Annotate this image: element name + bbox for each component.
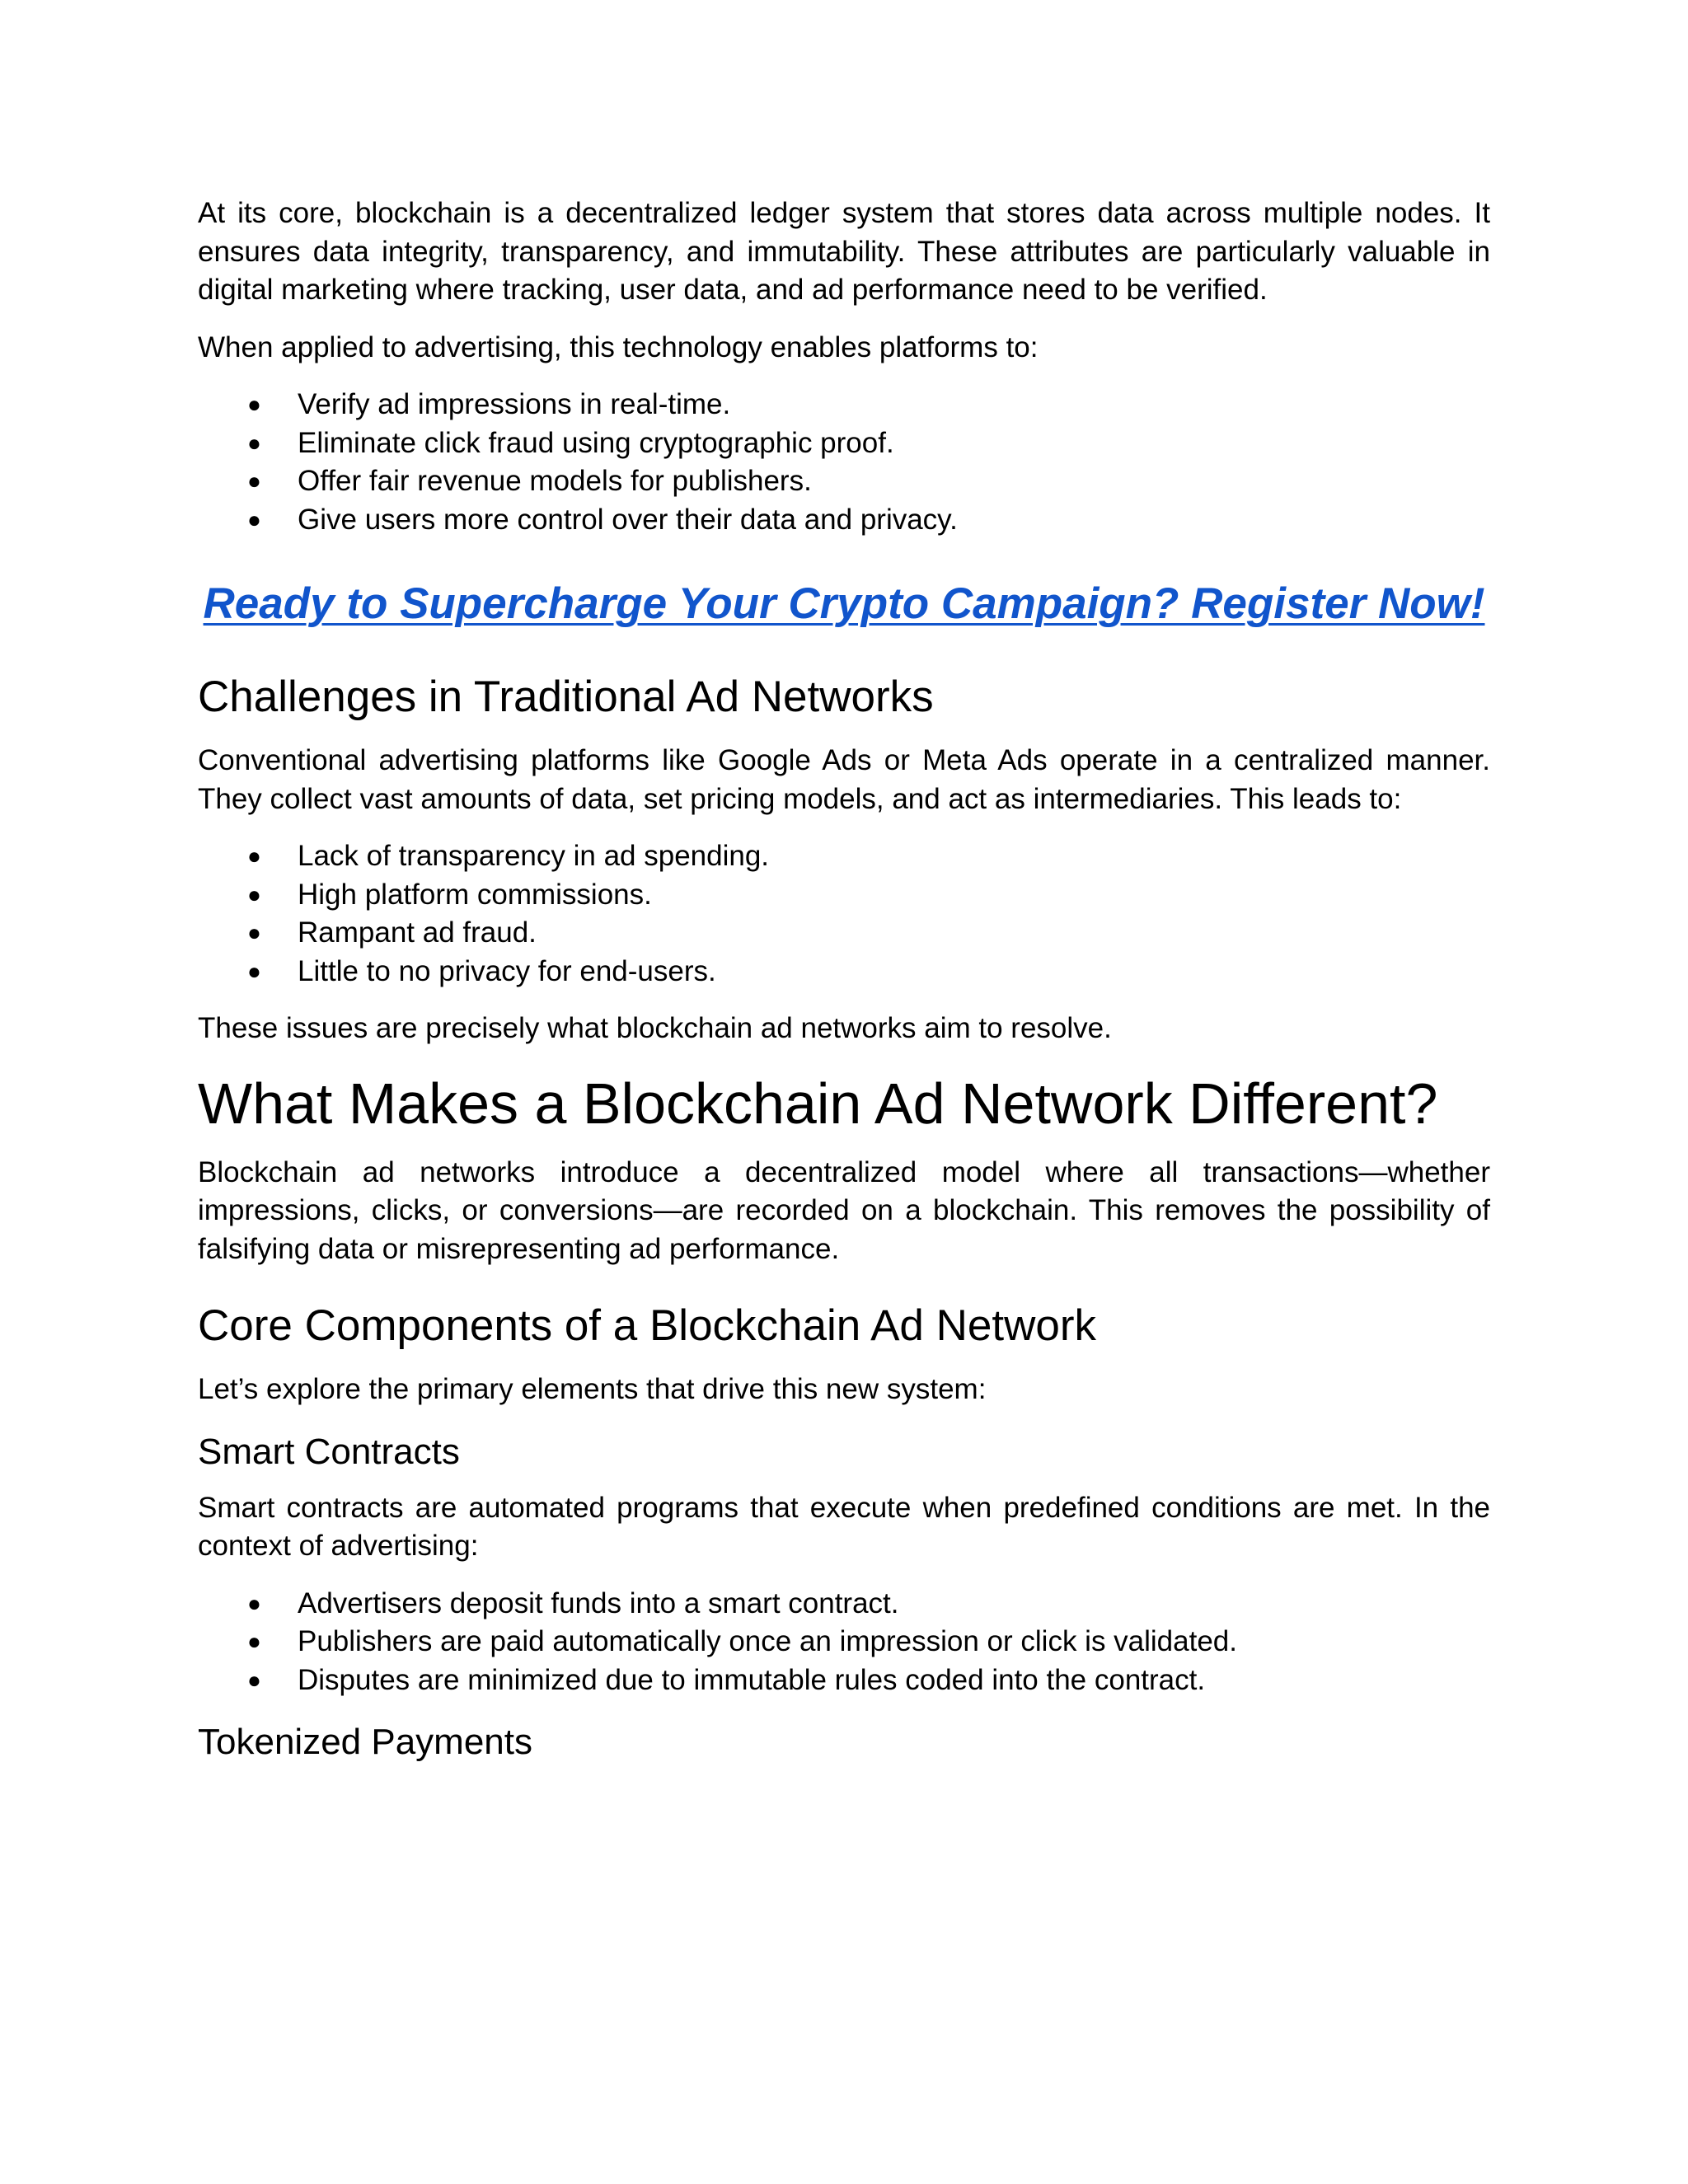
register-now-link[interactable]: Ready to Supercharge Your Crypto Campaign? Register Now! bbox=[203, 579, 1485, 628]
list-item: ● Little to no privacy for end-users. bbox=[198, 953, 1490, 991]
list-item: ● Offer fair revenue models for publishers. bbox=[198, 462, 1490, 501]
list-item: ● Disputes are minimized due to immutable rules coded into the contract. bbox=[198, 1661, 1490, 1700]
smart-contracts-bullet-list bbox=[198, 1585, 1490, 1700]
subsection-heading-smart-contracts: Smart Contracts bbox=[198, 1431, 460, 1472]
section-heading-challenges: Challenges in Traditional Ad Networks bbox=[198, 673, 934, 721]
list-item: ● Eliminate click fraud using cryptographic proof. bbox=[198, 424, 1490, 463]
challenges-bullet-list bbox=[198, 837, 1490, 991]
challenges-closing: These issues are precisely what blockchain ad networks aim to resolve. bbox=[198, 1012, 1112, 1044]
cta-block bbox=[198, 575, 1490, 633]
smart-contracts-paragraph: Smart contracts are automated programs that execute when predefined conditions are met. In the context of advertising: bbox=[198, 1491, 1490, 1562]
challenges-paragraph: Conventional advertising platforms like Google Ads or Meta Ads operate in a centralized manner. They collect vast amounts of data, set pricing models, and act as intermediaries. This leads to: bbox=[198, 744, 1490, 815]
intro-bullet-list bbox=[198, 386, 1490, 539]
list-item: ● High platform commissions. bbox=[198, 876, 1490, 915]
document-body bbox=[198, 194, 1490, 1779]
intro-paragraph: At its core, blockchain is a decentralized ledger system that stores data across multiple nodes. It ensures data integrity, transparency, and immutability. These attributes are particularly valuable in digital marketing where tracking, user data, and ad performance need to be verified. bbox=[198, 197, 1490, 306]
list-item: ● Verify ad impressions in real-time. bbox=[198, 386, 1490, 424]
subsection-heading-tokenized-payments: Tokenized Payments bbox=[198, 1722, 532, 1762]
intro-lead: When applied to advertising, this technology enables platforms to: bbox=[198, 330, 1039, 363]
section-heading-core-components: Core Components of a Blockchain Ad Network bbox=[198, 1301, 1096, 1350]
section-heading-different: What Makes a Blockchain Ad Network Different? bbox=[198, 1071, 1438, 1136]
list-item: ● Lack of transparency in ad spending. bbox=[198, 837, 1490, 876]
different-paragraph: Blockchain ad networks introduce a decentralized model where all transactions—whether impressions, clicks, or conversions—are recorded on a blockchain. This removes the possibility of falsifying data or misrepresenting ad performance. bbox=[198, 1155, 1490, 1265]
list-item: ● Advertisers deposit funds into a smart contract. bbox=[198, 1585, 1490, 1624]
list-item: ● Rampant ad fraud. bbox=[198, 914, 1490, 953]
list-item: ● Give users more control over their data and privacy. bbox=[198, 501, 1490, 540]
core-lead: Let’s explore the primary elements that drive this new system: bbox=[198, 1373, 987, 1405]
list-item: ● Publishers are paid automatically once an impression or click is validated. bbox=[198, 1623, 1490, 1661]
